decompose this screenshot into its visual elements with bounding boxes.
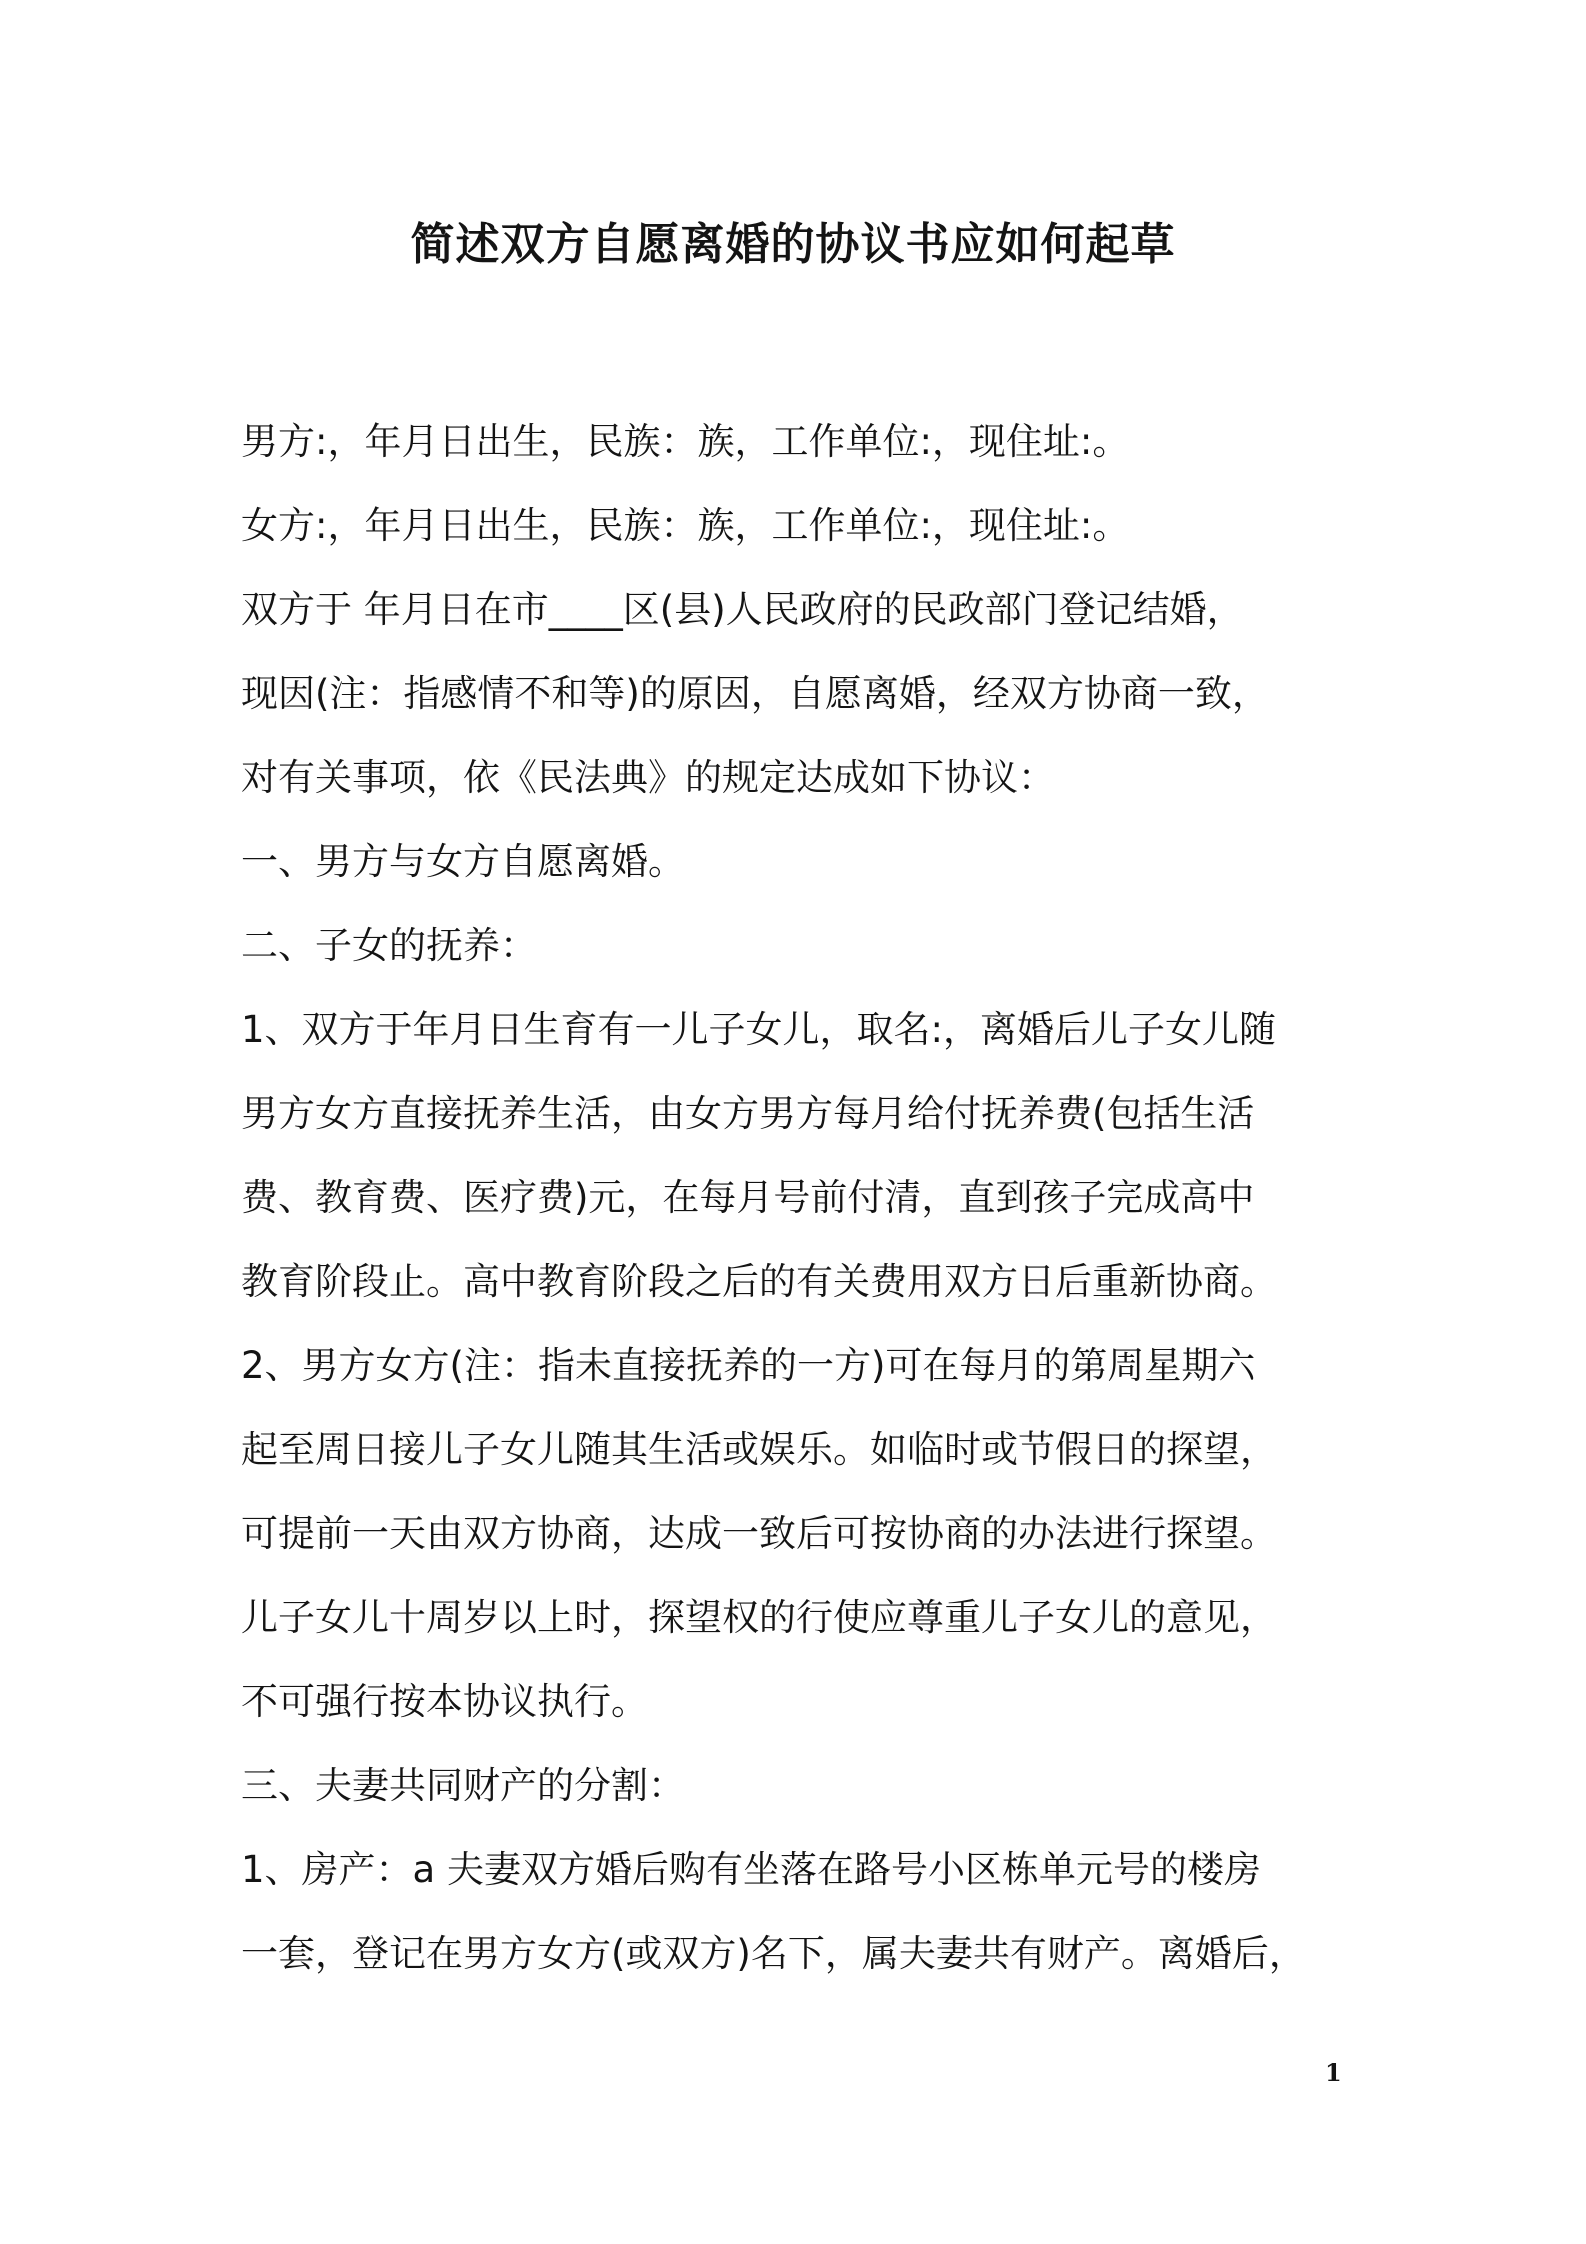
clause-2-1-line-4: 教育阶段止。高中教育阶段之后的有关费用双方日后重新协商。	[241, 1260, 1277, 1303]
clause-2-2-line-2: 起至周日接儿子女儿随其生活或娱乐。如临时或节假日的探望，	[241, 1428, 1277, 1471]
section-2-heading: 二、子女的抚养：	[241, 924, 537, 967]
clause-2-2-line-1: 2、男方女方(注：指未直接抚养的一方)可在每月的第周星期六	[241, 1344, 1256, 1387]
clause-2-1-line-2: 男方女方直接抚养生活，由女方男方每月给付抚养费(包括生活	[241, 1092, 1255, 1135]
line-male-party: 男方:，年月日出生，民族：族，工作单位:，现住址:。	[241, 420, 1130, 463]
clause-2-1-line-3: 费、教育费、医疗费)元，在每月号前付清，直到孩子完成高中	[241, 1176, 1255, 1219]
line-agreement-basis: 对有关事项，依《民法典》的规定达成如下协议：	[241, 756, 1055, 799]
clause-2-2-line-5: 不可强行按本协议执行。	[241, 1680, 648, 1723]
document-title: 简述双方自愿离婚的协议书应如何起草	[410, 219, 1176, 270]
line-marriage-registration: 双方于 年月日在市____区(县)人民政府的民政部门登记结婚，	[241, 588, 1244, 631]
line-female-party: 女方:，年月日出生，民族：族，工作单位:，现住址:。	[241, 504, 1130, 547]
line-divorce-reason: 现因(注：指感情不和等)的原因，自愿离婚，经双方协商一致，	[241, 672, 1269, 715]
clause-3-1-line-2: 一套，登记在男方女方(或双方)名下，属夫妻共有财产。离婚后，	[241, 1932, 1306, 1975]
clause-2-2-line-3: 可提前一天由双方协商，达成一致后可按协商的办法进行探望。	[241, 1512, 1277, 1555]
clause-3-1-line-1: 1、房产：a 夫妻双方婚后购有坐落在路号小区栋单元号的楼房	[241, 1848, 1261, 1891]
page-number: 1	[1325, 2058, 1342, 2087]
section-1-heading: 一、男方与女方自愿离婚。	[241, 840, 685, 883]
document-body	[241, 400, 1361, 1996]
clause-2-2-line-4: 儿子女儿十周岁以上时，探望权的行使应尊重儿子女儿的意见，	[241, 1596, 1277, 1639]
clause-2-1-line-1: 1、双方于年月日生育有一儿子女儿，取名:，离婚后儿子女儿随	[241, 1008, 1277, 1051]
section-3-heading: 三、夫妻共同财产的分割：	[241, 1764, 685, 1807]
